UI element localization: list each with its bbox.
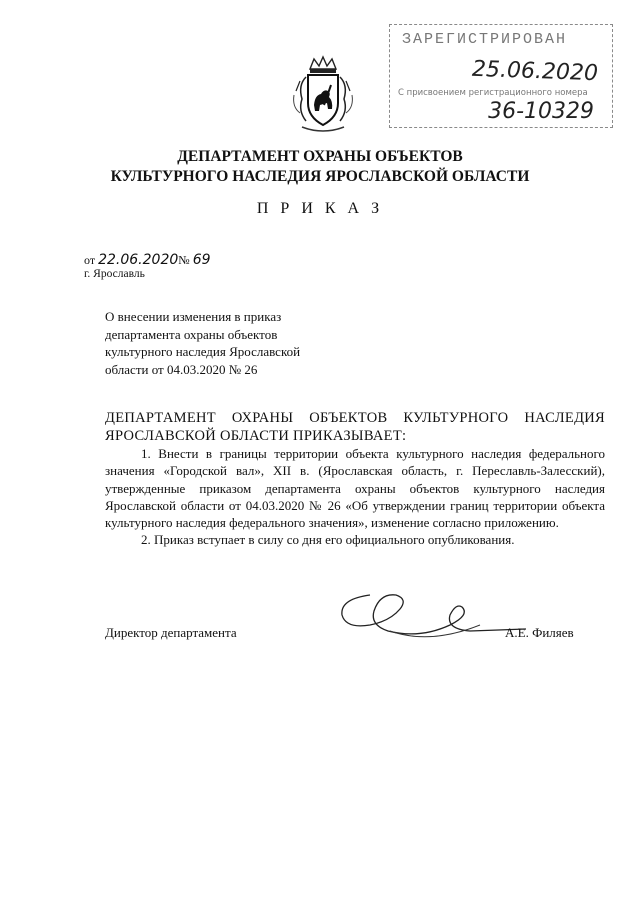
- order-item-1: 1. Внести в границы территории объекта культурного наследия федерального значения «Городской вал», XII в. (Ярославская область, г. Переславль-Залесский), утвержденные приказом департамента охраны объектов культурного наследия Ярославской области от 04.03.2020 № 26 «Об утверждении границ территории объекта культурного наследия федерального значения», изменение согласно приложению.: [105, 446, 605, 531]
- department-title-line1: ДЕПАРТАМЕНТ ОХРАНЫ ОБЪЕКТОВ: [177, 148, 463, 165]
- stamp-number: 36-10329: [488, 99, 594, 124]
- subject-line: департамента охраны объектов: [105, 326, 278, 342]
- handwritten-signature: [330, 585, 530, 650]
- date-prefix: от: [84, 253, 96, 267]
- signatory-name: А.Е. Филяев: [505, 625, 574, 640]
- subject-line: культурного наследия Ярославской: [105, 344, 301, 359]
- stamp-title: ЗАРЕГИСТРИРОВАН: [402, 31, 568, 48]
- order-date: 22.06.2020: [98, 252, 179, 268]
- order-number: 69: [192, 252, 211, 268]
- order-heading: ДЕПАРТАМЕНТ ОХРАНЫ ОБЪЕКТОВ КУЛЬТУРНОГО НАСЛЕДИЯ ЯРОСЛАВСКОЙ ОБЛАСТИ ПРИКАЗЫВАЕТ:: [105, 410, 605, 444]
- order-title: П Р И К А З: [256, 200, 384, 217]
- subject-line: О внесении изменения в приказ: [105, 309, 282, 324]
- order-subject: [105, 308, 365, 378]
- number-prefix: №: [178, 253, 190, 267]
- city: г. Ярославль: [84, 268, 145, 280]
- coat-of-arms-icon: [288, 55, 358, 135]
- signatory-position: Директор департамента: [105, 625, 237, 640]
- order-body: [105, 410, 605, 549]
- subject-line: области от 04.03.2020 № 26: [105, 361, 258, 377]
- order-item-2: 2. Приказ вступает в силу со дня его официального опубликования.: [141, 532, 515, 548]
- stamp-note: С присвоением регистрационного номера: [398, 88, 588, 98]
- registration-stamp: [389, 24, 613, 128]
- order-date-line: [84, 252, 211, 268]
- department-title-line2: КУЛЬТУРНОГО НАСЛЕДИЯ ЯРОСЛАВСКОЙ ОБЛАСТИ: [110, 168, 530, 185]
- stamp-date: 25.06.2020: [471, 56, 599, 87]
